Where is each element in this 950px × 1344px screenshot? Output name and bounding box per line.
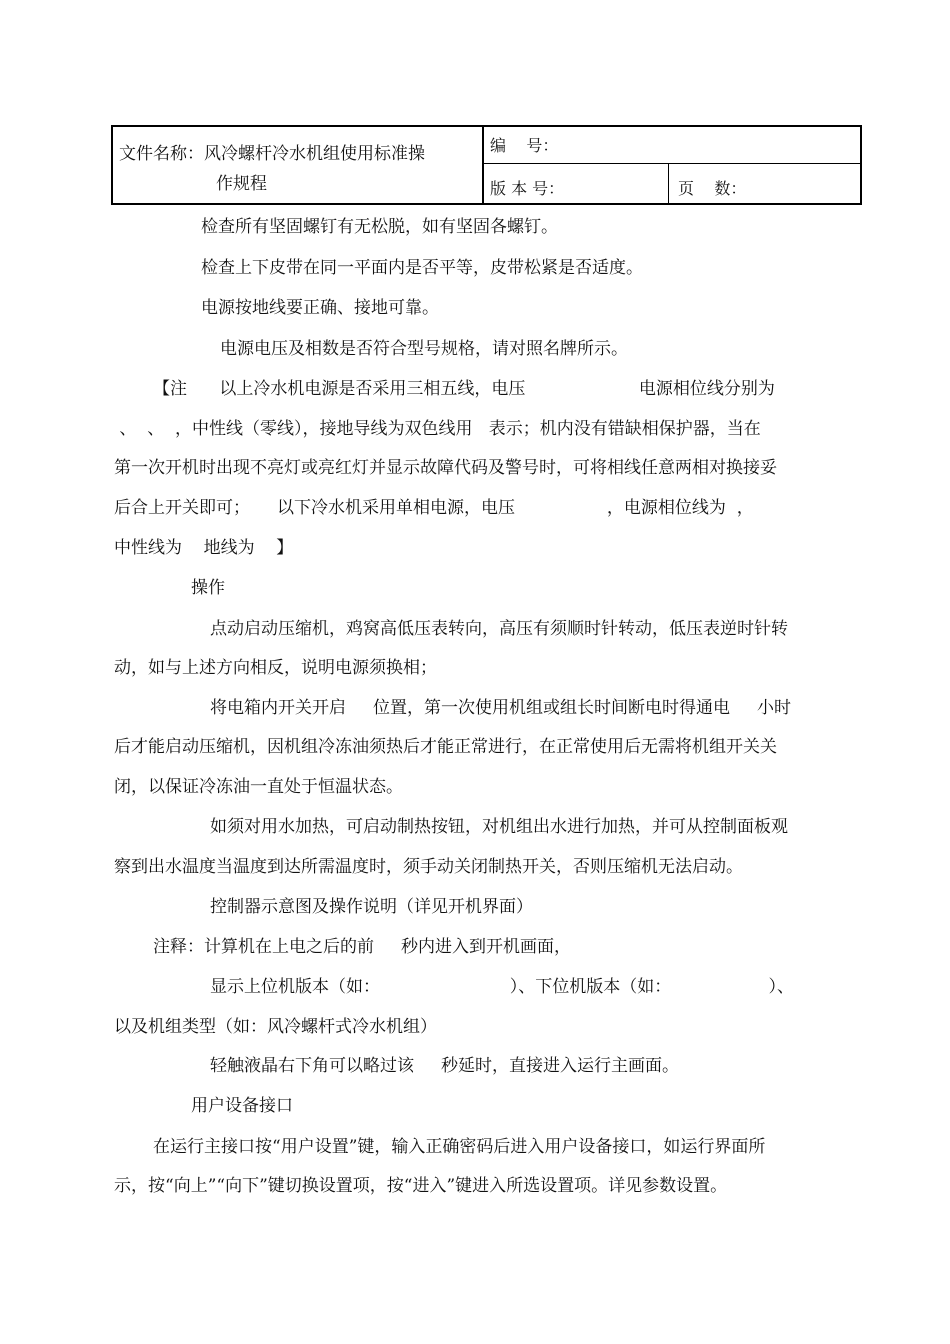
page-count-label: 页 数： <box>678 179 747 198</box>
body-line: 闭，以保证冷冻油一直处于恒温状态。 <box>114 777 403 797</box>
document-number-label: 编 号： <box>490 136 559 155</box>
body-line: 检查上下皮带在同一平面内是否平等，皮带松紧是否适度。 <box>201 258 643 278</box>
body-line: 电源电压及相数是否符合型号规格，请对照名牌所示。 <box>220 339 628 359</box>
body-line: 在运行主接口按“用户设置”键，输入正确密码后进入用户设备接口，如运行界面所 <box>153 1137 766 1157</box>
body-line: 中性线为 地线为 】 <box>114 538 294 558</box>
body-line: 如须对用水加热，可启动制热按钮，对机组出水进行加热，并可从控制面板观 <box>210 817 788 837</box>
body-line: 控制器示意图及操作说明（详见开机界面） <box>210 897 533 917</box>
body-line: 电源按地线要正确、接地可靠。 <box>201 298 439 318</box>
body-line: 后合上开关即可； 以下冷水机采用单相电源，电压 ，电源相位线为 ， <box>114 498 754 518</box>
header-divider <box>482 127 484 203</box>
body-line: 第一次开机时出现不亮灯或亮红灯并显示故障代码及警号时，可将相线任意两相对换接妥 <box>114 458 777 478</box>
document-title <box>119 139 479 199</box>
body-line: 显示上位机版本（如： ）、下位机版本（如： ）、 <box>210 977 794 997</box>
document-title-line2: 作规程 <box>216 174 267 194</box>
body-line: 以及机组类型（如：风冷螺杆式冷水机组） <box>114 1017 437 1037</box>
body-line: 后才能启动压缩机，因机组冷冻油须热后才能正常进行，在正常使用后无需将机组开关关 <box>114 737 777 757</box>
body-line: 示，按“向上”“向下”键切换设置项，按“进入”键进入所选设置项。详见参数设置。 <box>114 1176 728 1196</box>
body-line: 察到出水温度当温度到达所需温度时，须手动关闭制热开关，否则压缩机无法启动。 <box>114 857 743 877</box>
body-line: 轻触液晶右下角可以略过该 秒延时，直接进入运行主画面。 <box>210 1056 680 1076</box>
body-line: 【注 以上冷水机电源是否采用三相五线，电压 电源相位线分别为 <box>153 379 775 399</box>
body-line: 、 、 ，中性线（零线），接地导线为双色线用 表示；机内没有错缺相保护器，当在 <box>114 419 761 439</box>
body-line: 将电箱内开关开启 位置，第一次使用机组或组长时间断电时得通电 小时 <box>210 698 792 718</box>
document-title-line1: 文件名称：风冷螺杆冷水机组使用标准操 <box>119 144 425 164</box>
body-line: 点动启动压缩机，鸡窝高低压表转向，高压有须顺时针转动，低压表逆时针转 <box>210 619 788 639</box>
section-heading: 操作 <box>191 578 225 598</box>
version-number-label: 版 本 号： <box>490 179 565 198</box>
body-line: 注释：计算机在上电之后的前 秒内进入到开机画面， <box>153 937 572 957</box>
document-header-table <box>111 125 862 205</box>
header-divider <box>668 163 669 203</box>
body-line: 检查所有坚固螺钉有无松脱，如有坚固各螺钉。 <box>201 217 558 237</box>
header-divider <box>484 163 860 164</box>
body-line: 动，如与上述方向相反，说明电源须换相； <box>114 658 437 678</box>
section-heading: 用户设备接口 <box>191 1096 293 1116</box>
